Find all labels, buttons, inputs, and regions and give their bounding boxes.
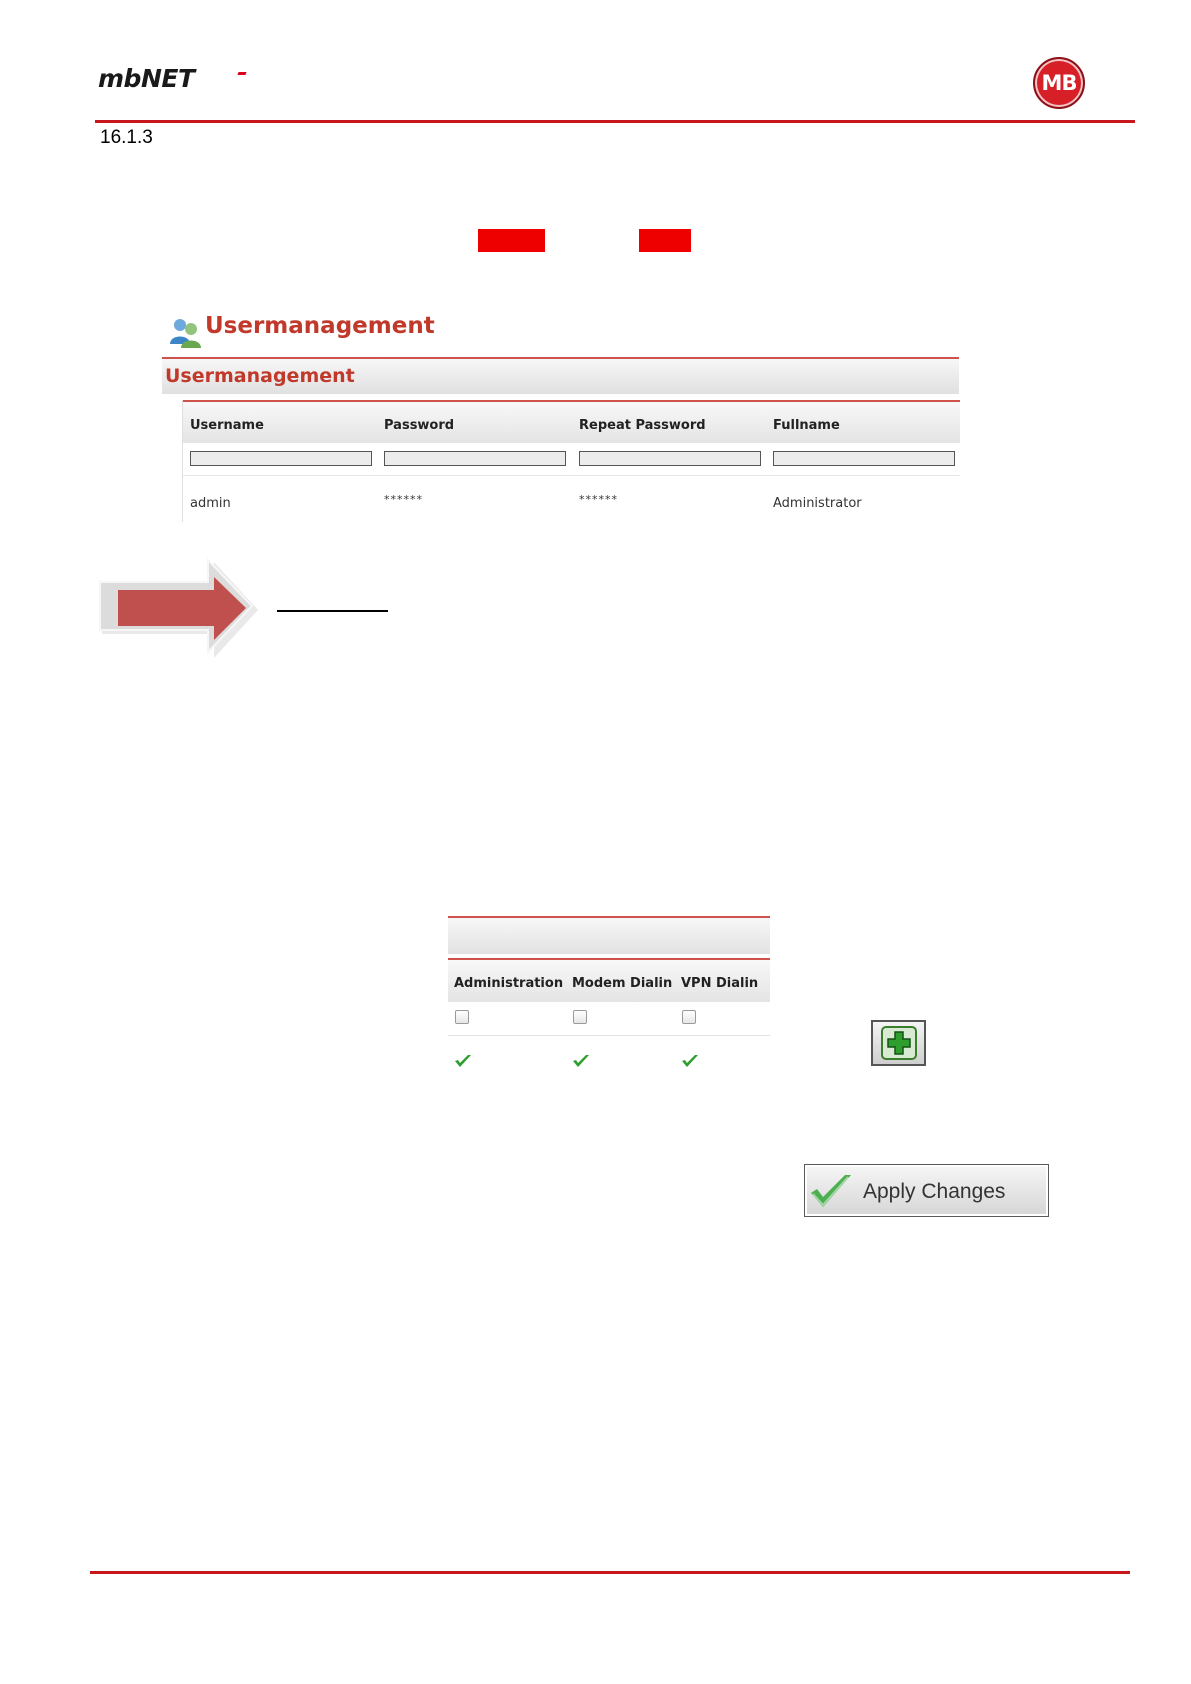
redaction-block [478, 229, 545, 252]
arrow-right-icon [98, 558, 260, 658]
modem-dialin-checkbox[interactable] [573, 1010, 587, 1024]
checkmark-icon [454, 1053, 472, 1069]
brand-logo-accent [237, 72, 246, 75]
panel-title: Usermanagement [165, 365, 355, 387]
footer-divider [90, 1571, 1130, 1574]
page-title: Usermanagement [205, 313, 435, 339]
row-divider [448, 1035, 770, 1036]
checkmark-icon [809, 1171, 853, 1211]
permissions-header [448, 958, 770, 1002]
user-table [182, 400, 960, 522]
apply-changes-label: Apply Changes [863, 1180, 1006, 1203]
column-vpn-dialin: VPN Dialin [681, 976, 759, 991]
column-administration: Administration [454, 976, 564, 991]
header-divider [95, 120, 1135, 123]
administration-checkbox[interactable] [455, 1010, 469, 1024]
underline-rule [277, 610, 388, 612]
users-icon [168, 316, 202, 350]
cell-username: admin [190, 496, 231, 511]
cell-fullname: Administrator [773, 496, 862, 511]
column-fullname: Fullname [773, 418, 840, 433]
table-header [183, 400, 960, 443]
panel-header [162, 357, 959, 394]
plus-icon [881, 1026, 917, 1060]
repeat-password-input[interactable] [579, 451, 761, 466]
column-repeat-password: Repeat Password [579, 418, 706, 433]
mb-logo-badge: MB [1033, 57, 1085, 109]
cell-password: ****** [384, 493, 423, 506]
add-user-button[interactable] [871, 1020, 926, 1066]
brand-logo: mbNET [98, 64, 195, 93]
cell-repeat-password: ****** [579, 493, 618, 506]
username-input[interactable] [190, 451, 372, 466]
checkmark-icon [572, 1053, 590, 1069]
fullname-input[interactable] [773, 451, 955, 466]
column-password: Password [384, 418, 455, 433]
column-username: Username [190, 418, 264, 433]
panel-header [448, 916, 770, 954]
column-modem-dialin: Modem Dialin [572, 976, 673, 991]
redaction-block [639, 229, 691, 252]
row-divider [183, 475, 960, 476]
vpn-dialin-checkbox[interactable] [682, 1010, 696, 1024]
apply-changes-button[interactable] [804, 1164, 1049, 1217]
password-input[interactable] [384, 451, 566, 466]
section-number: 16.1.3 [100, 127, 153, 148]
checkmark-icon [681, 1053, 699, 1069]
